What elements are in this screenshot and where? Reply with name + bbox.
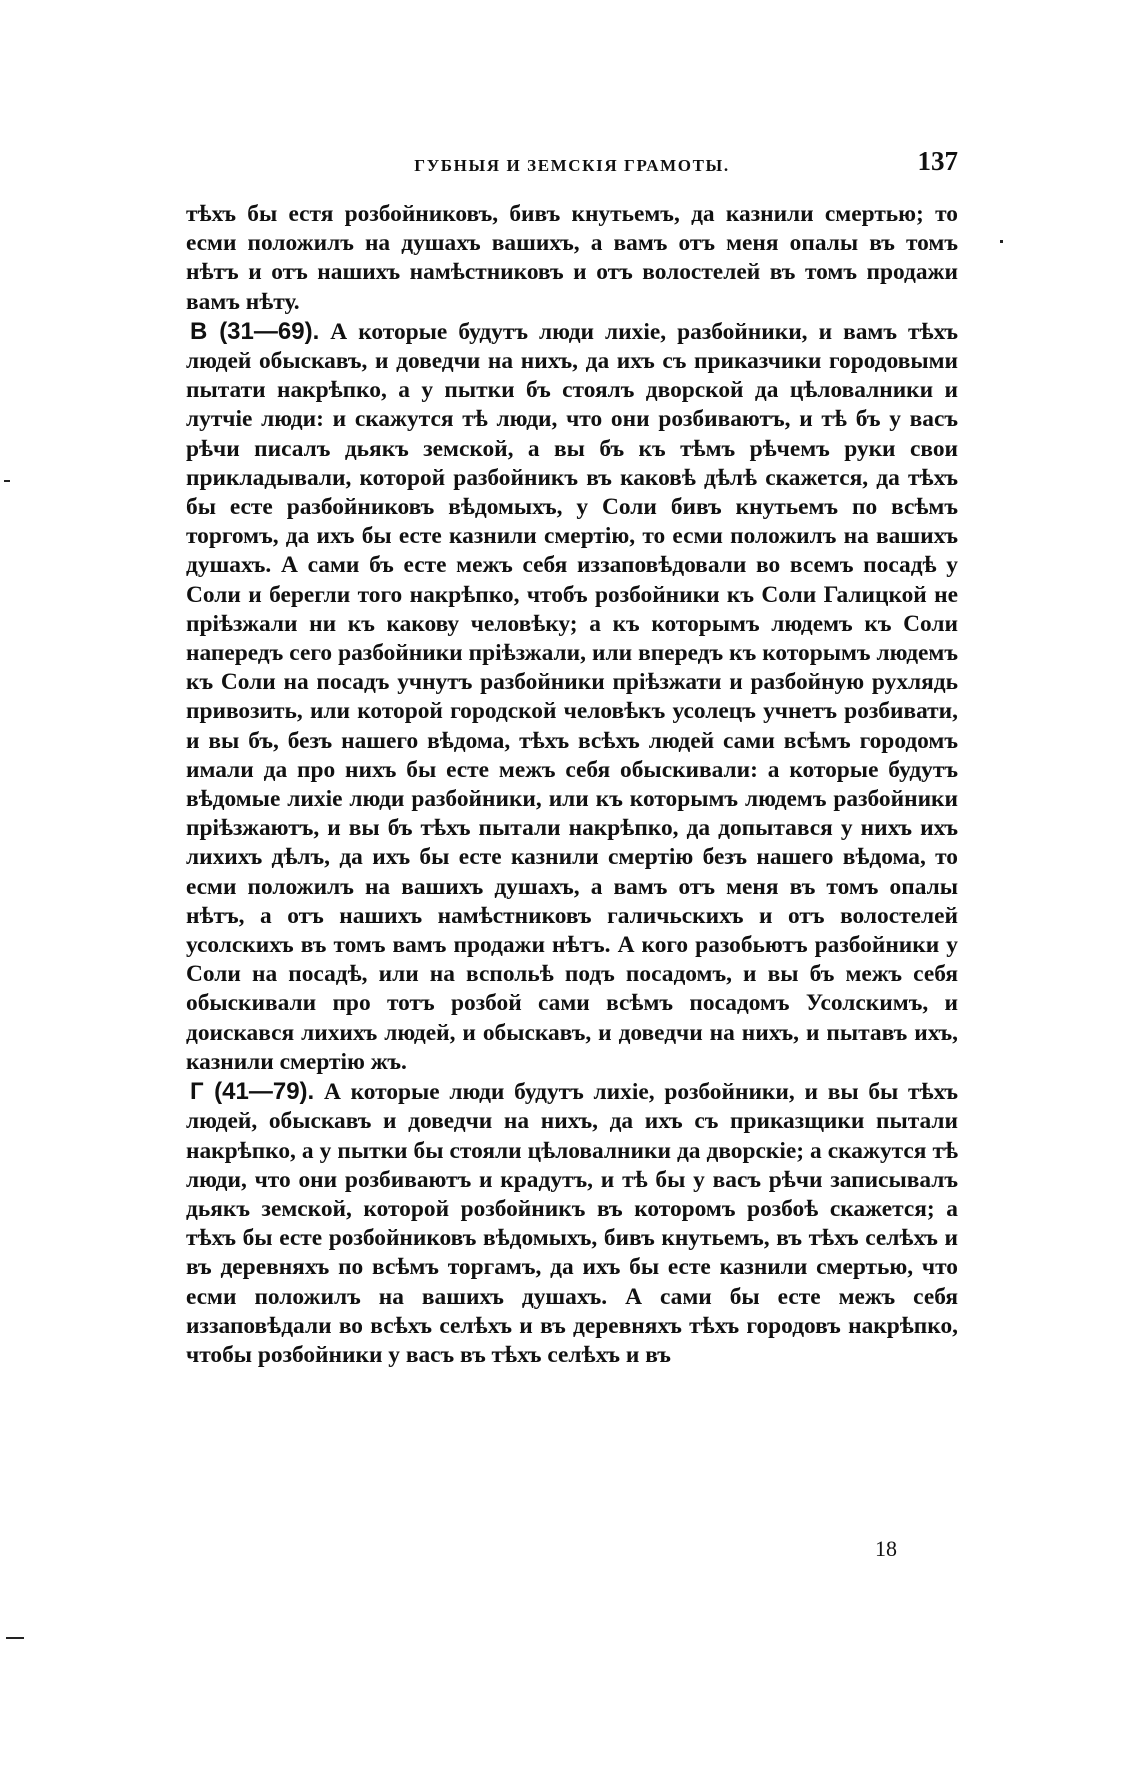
signature-mark: 18 [875,1536,897,1561]
body-text [186,200,958,1370]
scan-mark [4,480,10,482]
scan-mark [6,1637,24,1639]
page-number: 137 [917,146,958,176]
paragraph-text: тѣхъ бы естя розбойниковъ, бивъ кнутьемъ, да казнили смертью; то есми положилъ на душахъ вашихъ, а вамъ отъ меня опалы въ томъ нѣтъ и отъ нашихъ намѣстниковъ и отъ волостелей въ томъ продажи вамъ нѣту. [186,201,958,315]
page-header [186,146,958,186]
paragraph-section-v [186,317,958,1077]
paragraph-section-g [186,1077,958,1370]
running-head: ГУБНЫЯ И ЗЕМСКІЯ ГРАМОТЫ. [414,156,730,175]
paragraph-text: А которые люди будутъ лихіе, розбойники, и вы бы тѣхъ людей, обыскавъ и доведчи на нихъ, да ихъ съ приказщики пытали накрѣпко, а у пытки бы стояли цѣловалники да дворскіе; а скажутся тѣ люди, что они розбиваютъ и крадутъ, и тѣ бы у васъ рѣчи записывалъ дьякъ земской, которой розбойникъ въ которомъ розбоѣ скажется; а тѣхъ бы есте розбойниковъ вѣдомыхъ, бивъ кнутьемъ, въ тѣхъ селѣхъ и въ деревняхъ по всѣмъ торгамъ, да ихъ бы есте казнили смертью, что есми положилъ на вашихъ душахъ. А сами бы есте межъ себя иззаповѣдали во всѣхъ селѣхъ и въ деревняхъ тѣхъ городовъ накрѣпко, чтобы розбойники у васъ въ тѣхъ селѣхъ и въ [186,1079,958,1368]
paragraph-text: А которые будутъ люди лихіе, разбойники, и вамъ тѣхъ людей обыскавъ, и доведчи на нихъ, да ихъ съ приказчики городовыми пытати накрѣпко, а у пытки бъ стоялъ дворской да цѣловалники и лутчіе люди: и скажутся тѣ люди, что они розбиваютъ, и тѣ бъ у васъ рѣчи писалъ дьякъ земской, а вы бъ къ тѣмъ рѣчемъ руки свои прикладывали, которой разбойникъ въ каковѣ дѣлѣ скажется, да тѣхъ бы есте разбойниковъ вѣдомыхъ, у Соли бивъ кнутьемъ по всѣмъ торгомъ, да ихъ бы есте казнили смертію, то есми положилъ на вашихъ душахъ. А сами бъ есте межъ себя иззаповѣдовали во всемъ посадѣ у Соли и берегли того накрѣпко, чтобъ розбойники къ Соли Галицкой не пріѣзжали ни къ какову человѣку; а къ которымъ людемъ къ Соли напередъ сего разбойники пріѣзжали, или впередъ къ которымъ людемъ къ Соли на посадъ учнутъ разбойники пріѣзжати и разбойную рухлядь привозить, или которой городской человѣкъ усолецъ учнетъ розбивати, и вы бъ, безъ нашего вѣдома, тѣхъ всѣхъ людей сами всѣмъ городомъ имали да про нихъ бы есте межъ себя обыскивали: а которые будутъ вѣдомые лихіе люди разбойники, или къ которымъ людемъ разбойники пріѣзжаютъ, и вы бъ тѣхъ пытали накрѣпко, да допытався у нихъ ихъ лихихъ дѣлъ, да ихъ бы есте казнили смертію безъ нашего вѣдома, то есми положилъ на вашихъ душахъ, а вамъ отъ меня въ томъ опалы нѣтъ, а отъ нашихъ намѣстниковъ галичьскихъ и отъ волостелей усолскихъ въ томъ вамъ продажи нѣтъ. А кого разобьютъ разбойники у Соли на посадѣ, или на вспольѣ подъ посадомъ, и вы бъ межъ себя обыскивали про тотъ розбой сами всѣмъ посадомъ Усолскимъ, и доискався лихихъ людей, и обыскавъ, и доведчи на нихъ, и пытавъ ихъ, казнили смертію жъ. [186,318,958,1075]
section-marker-g: Г (41—79). [190,1078,315,1106]
section-marker-v: В (31—69). [190,317,320,345]
scan-mark [1000,240,1003,243]
paragraph-continuation [186,200,958,317]
